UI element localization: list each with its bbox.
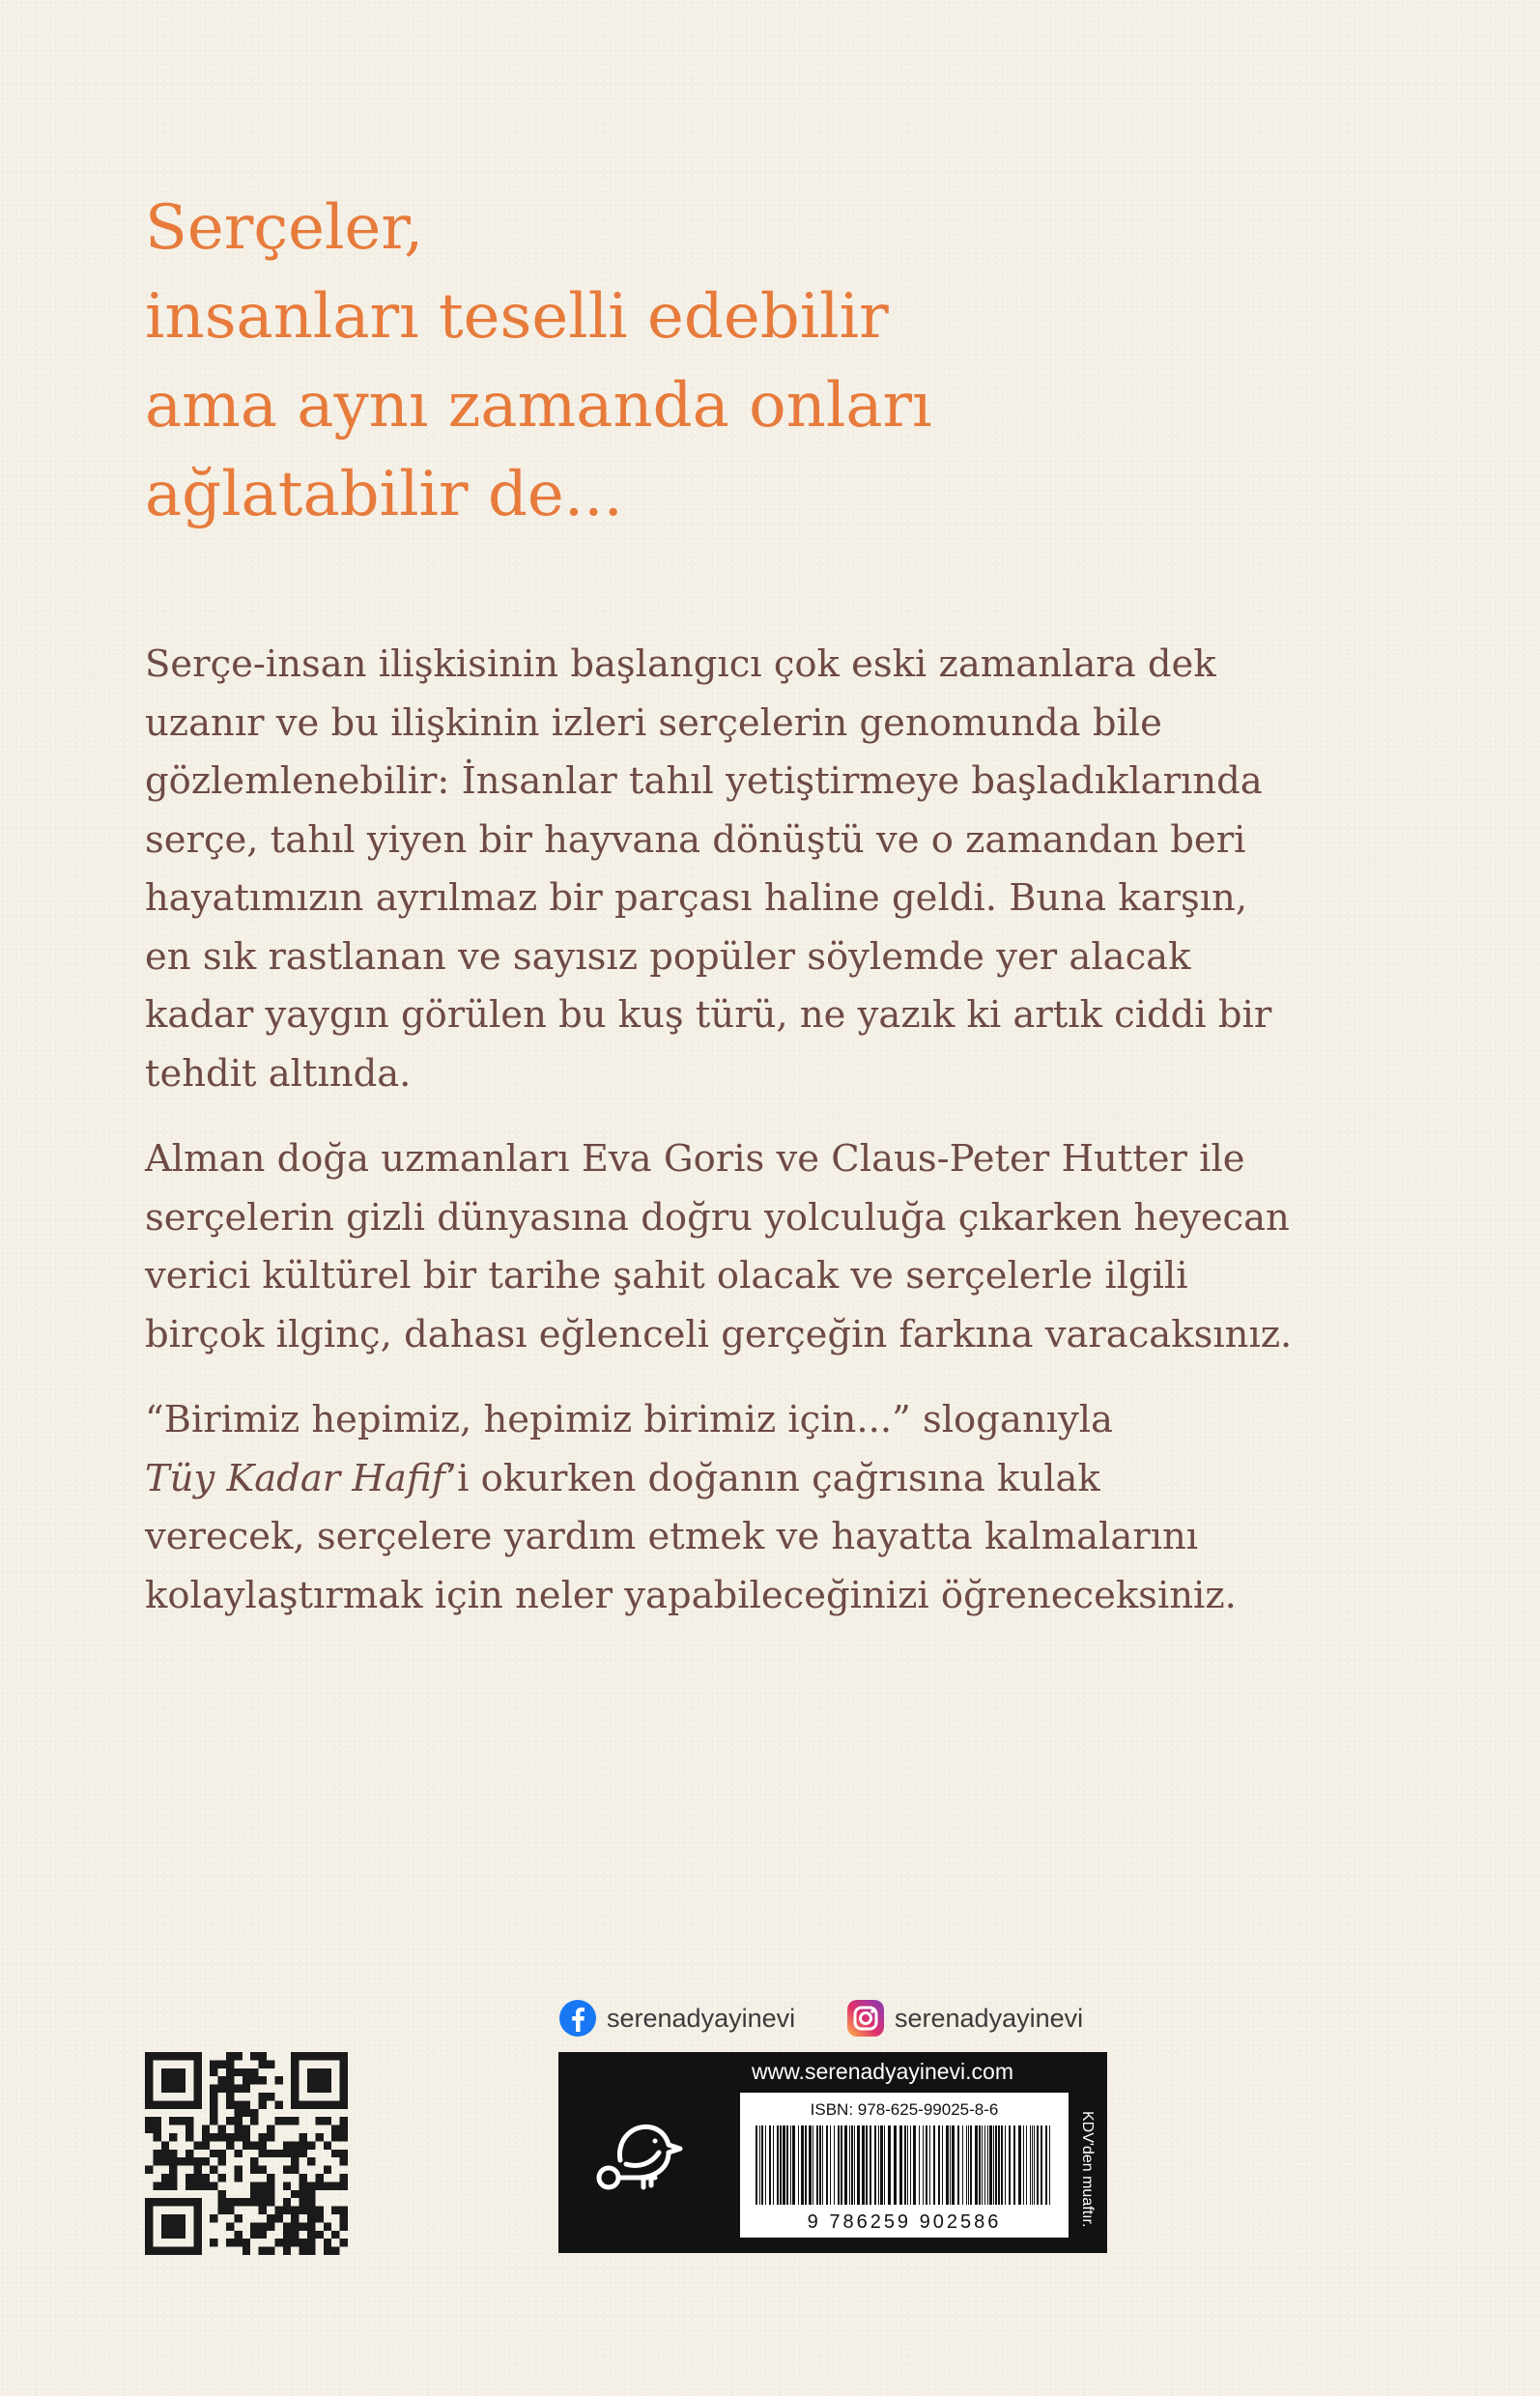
headline-line: insanları teselli edebilir [145,281,889,353]
website-url[interactable]: www.serenadyayinevi.com [752,2059,1014,2084]
text-line: hayatımızın ayrılmaz bir parçası haline geldi. Buna karşın, [145,876,1248,920]
headline-line: Serçeler, [145,192,424,264]
facebook-handle[interactable] [558,1996,795,2040]
text-line: serçe, tahıl yiyen bir hayvana dönüştü ve o zamandan beri [145,817,1246,862]
isbn-label: ISBN: 978-625-99025-8-6 [810,2100,999,2119]
headline-line: ama aynı zamanda onları [145,370,932,442]
text-line: Alman doğa uzmanları Eva Goris ve Claus-Peter Hutter ile [145,1137,1245,1181]
paragraph-3 [145,1391,1401,1625]
bird-key-logo-icon [587,2100,694,2207]
barcode-card [740,2093,1069,2238]
headline [145,184,1401,539]
text-line: verecek, serçelere yardım etmek ve hayatta kalmalarını [145,1515,1199,1558]
text-line: kolaylaştırmak için neler yapabileceğinizi öğreneceksiniz. [145,1573,1237,1617]
barcode-digits: 9 786259 902586 [807,2211,1002,2233]
text-line: serçelerin gizli dünyasına doğru yolculuğa çıkarken heyecan [145,1195,1290,1240]
tax-note: KDV'den muaftır. [1079,2110,1096,2228]
text-line: gözlemlenebilir: İnsanlar tahıl yetiştirmeye başladıklarında [145,759,1263,803]
blurb [145,636,1401,1625]
book-title: Tüy Kadar Hafif [145,1456,445,1500]
text-line: uzanır ve bu ilişkinin izleri serçelerin genomunda bile [145,700,1162,745]
text-line: “Birimiz hepimiz, hepimiz birimiz için...” sloganıyla [145,1398,1113,1441]
text-line: tehdit altında. [145,1051,412,1096]
text-line: kadar yaygın görülen bu kuş türü, ne yazık ki artık ciddi bir [145,993,1272,1037]
barcode [752,2125,1057,2205]
text-line: birçok ilginç, dahası eğlenceli gerçeğin farkına varacaksınız. [145,1312,1293,1356]
paragraph-2 [145,1130,1401,1364]
text-line: verici kültürel bir tarihe şahit olacak ve serçelerle ilgili [145,1254,1188,1298]
instagram-handle-label: serenadyayinevi [895,2003,1084,2033]
paragraph-1 [145,636,1401,1103]
publisher-box [558,2052,1107,2253]
instagram-handle[interactable] [846,1996,1083,2040]
facebook-icon [558,1999,597,2038]
qr-code [145,2052,348,2255]
text-fragment: ’i okurken doğanın çağrısına kulak [444,1456,1100,1500]
facebook-handle-label: serenadyayinevi [607,2003,796,2033]
text-line: en sık rastlanan ve sayısız popüler söylemde yer alacak [145,934,1191,979]
text-line: Serçe-insan ilişkisinin başlangıcı çok eski zamanlara dek [145,642,1216,686]
text-line [145,1450,1401,1509]
headline-line: ağlatabilir de... [145,459,623,530]
instagram-icon [846,1999,885,2038]
